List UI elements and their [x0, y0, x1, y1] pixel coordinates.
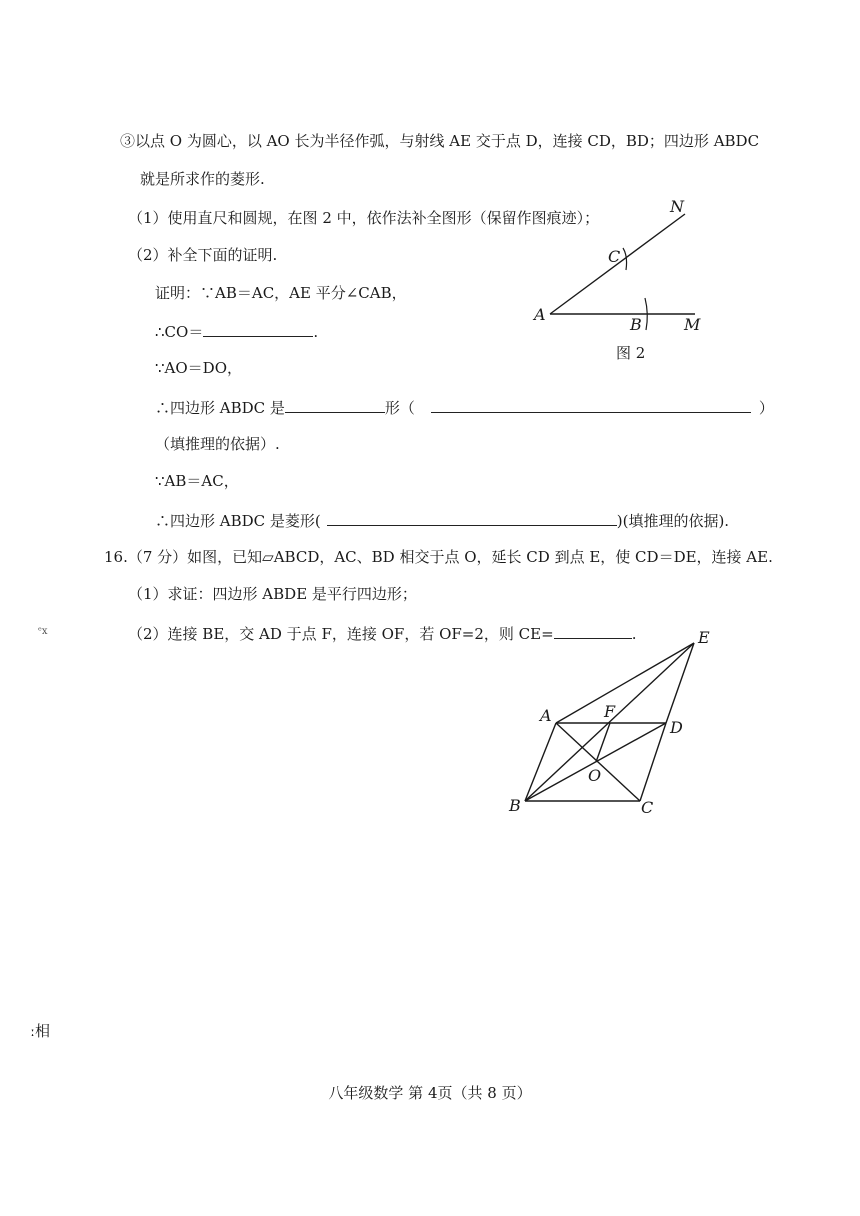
- q16-part2-text: （2）连接 BE，交 AD 于点 F，连接 OF，若 OF=2，则 CE=: [128, 625, 554, 643]
- step3-line1: ③以点 O 为圆心，以 AO 长为半径作弧，与射线 AE 交于点 D，连接 CD，BD；四边形 ABDC: [120, 132, 760, 150]
- q15-proof-line3: ∵AO＝DO，: [155, 359, 242, 377]
- proof-text: ∴CO＝: [155, 323, 204, 341]
- q15-proof-line7: [155, 509, 729, 531]
- step3-line2: 就是所求作的菱形.: [140, 170, 265, 188]
- answer-blank: [203, 320, 313, 337]
- reason-blank: [431, 396, 751, 413]
- q16-part1: （1）求证：四边形 ABDE 是平行四边形；: [128, 585, 417, 603]
- q15-proof-line2: [155, 320, 318, 342]
- q15-part1: （1）使用直尺和圆规，在图 2 中，依作法补全图形（保留作图痕迹）；: [128, 209, 600, 227]
- label-c: C: [608, 247, 621, 266]
- q15-proof-line5: （填推理的依据）.: [155, 435, 280, 453]
- figure-2: [520, 190, 740, 370]
- q15-proof-line1: 证明：∵AB＝AC，AE 平分∠CAB，: [155, 284, 407, 302]
- page-footer: 八年级数学 第 4页（共 8 页）: [328, 1084, 532, 1102]
- proof-text: ∴四边形 ABDC 是菱形(: [155, 512, 321, 530]
- q15-part2: （2）补全下面的证明.: [128, 246, 278, 264]
- label-n: N: [670, 197, 684, 216]
- margin-mark-top: ᵉx: [38, 626, 48, 637]
- q16-title: 16.（7 分）如图，已知▱ABCD，AC、BD 相交于点 O，延长 CD 到点 E，使 CD＝DE，连接 AE.: [104, 548, 773, 566]
- proof-text: )(填推理的依据).: [616, 512, 730, 530]
- reason-blank: [327, 509, 617, 526]
- q15-proof-line6: ∵AB＝AC，: [155, 472, 239, 490]
- proof-text: ∴四边形 ABDC 是: [155, 399, 285, 417]
- segment-ae: [556, 643, 694, 723]
- label-a: A: [540, 706, 552, 725]
- segment-de: [666, 643, 694, 723]
- label-e: E: [698, 628, 710, 647]
- segment-ac: [556, 723, 640, 801]
- figure-q16: [500, 625, 730, 820]
- label-a: A: [534, 305, 546, 324]
- answer-blank: [285, 396, 385, 413]
- label-c: C: [641, 798, 654, 817]
- margin-mark-bottom: ː相: [30, 1022, 51, 1040]
- segment-ba: [525, 723, 556, 801]
- proof-text: 形（: [384, 399, 415, 417]
- label-f: F: [604, 702, 616, 721]
- proof-text: ）: [758, 399, 774, 417]
- label-d: D: [670, 718, 683, 737]
- label-b: B: [630, 315, 642, 334]
- q15-proof-line4: [155, 396, 774, 418]
- period: .: [631, 625, 637, 643]
- label-o: O: [588, 766, 602, 785]
- figure-2-caption: 图 2: [616, 344, 646, 362]
- label-b: B: [509, 796, 521, 815]
- label-m: M: [684, 315, 701, 334]
- period: .: [313, 323, 319, 341]
